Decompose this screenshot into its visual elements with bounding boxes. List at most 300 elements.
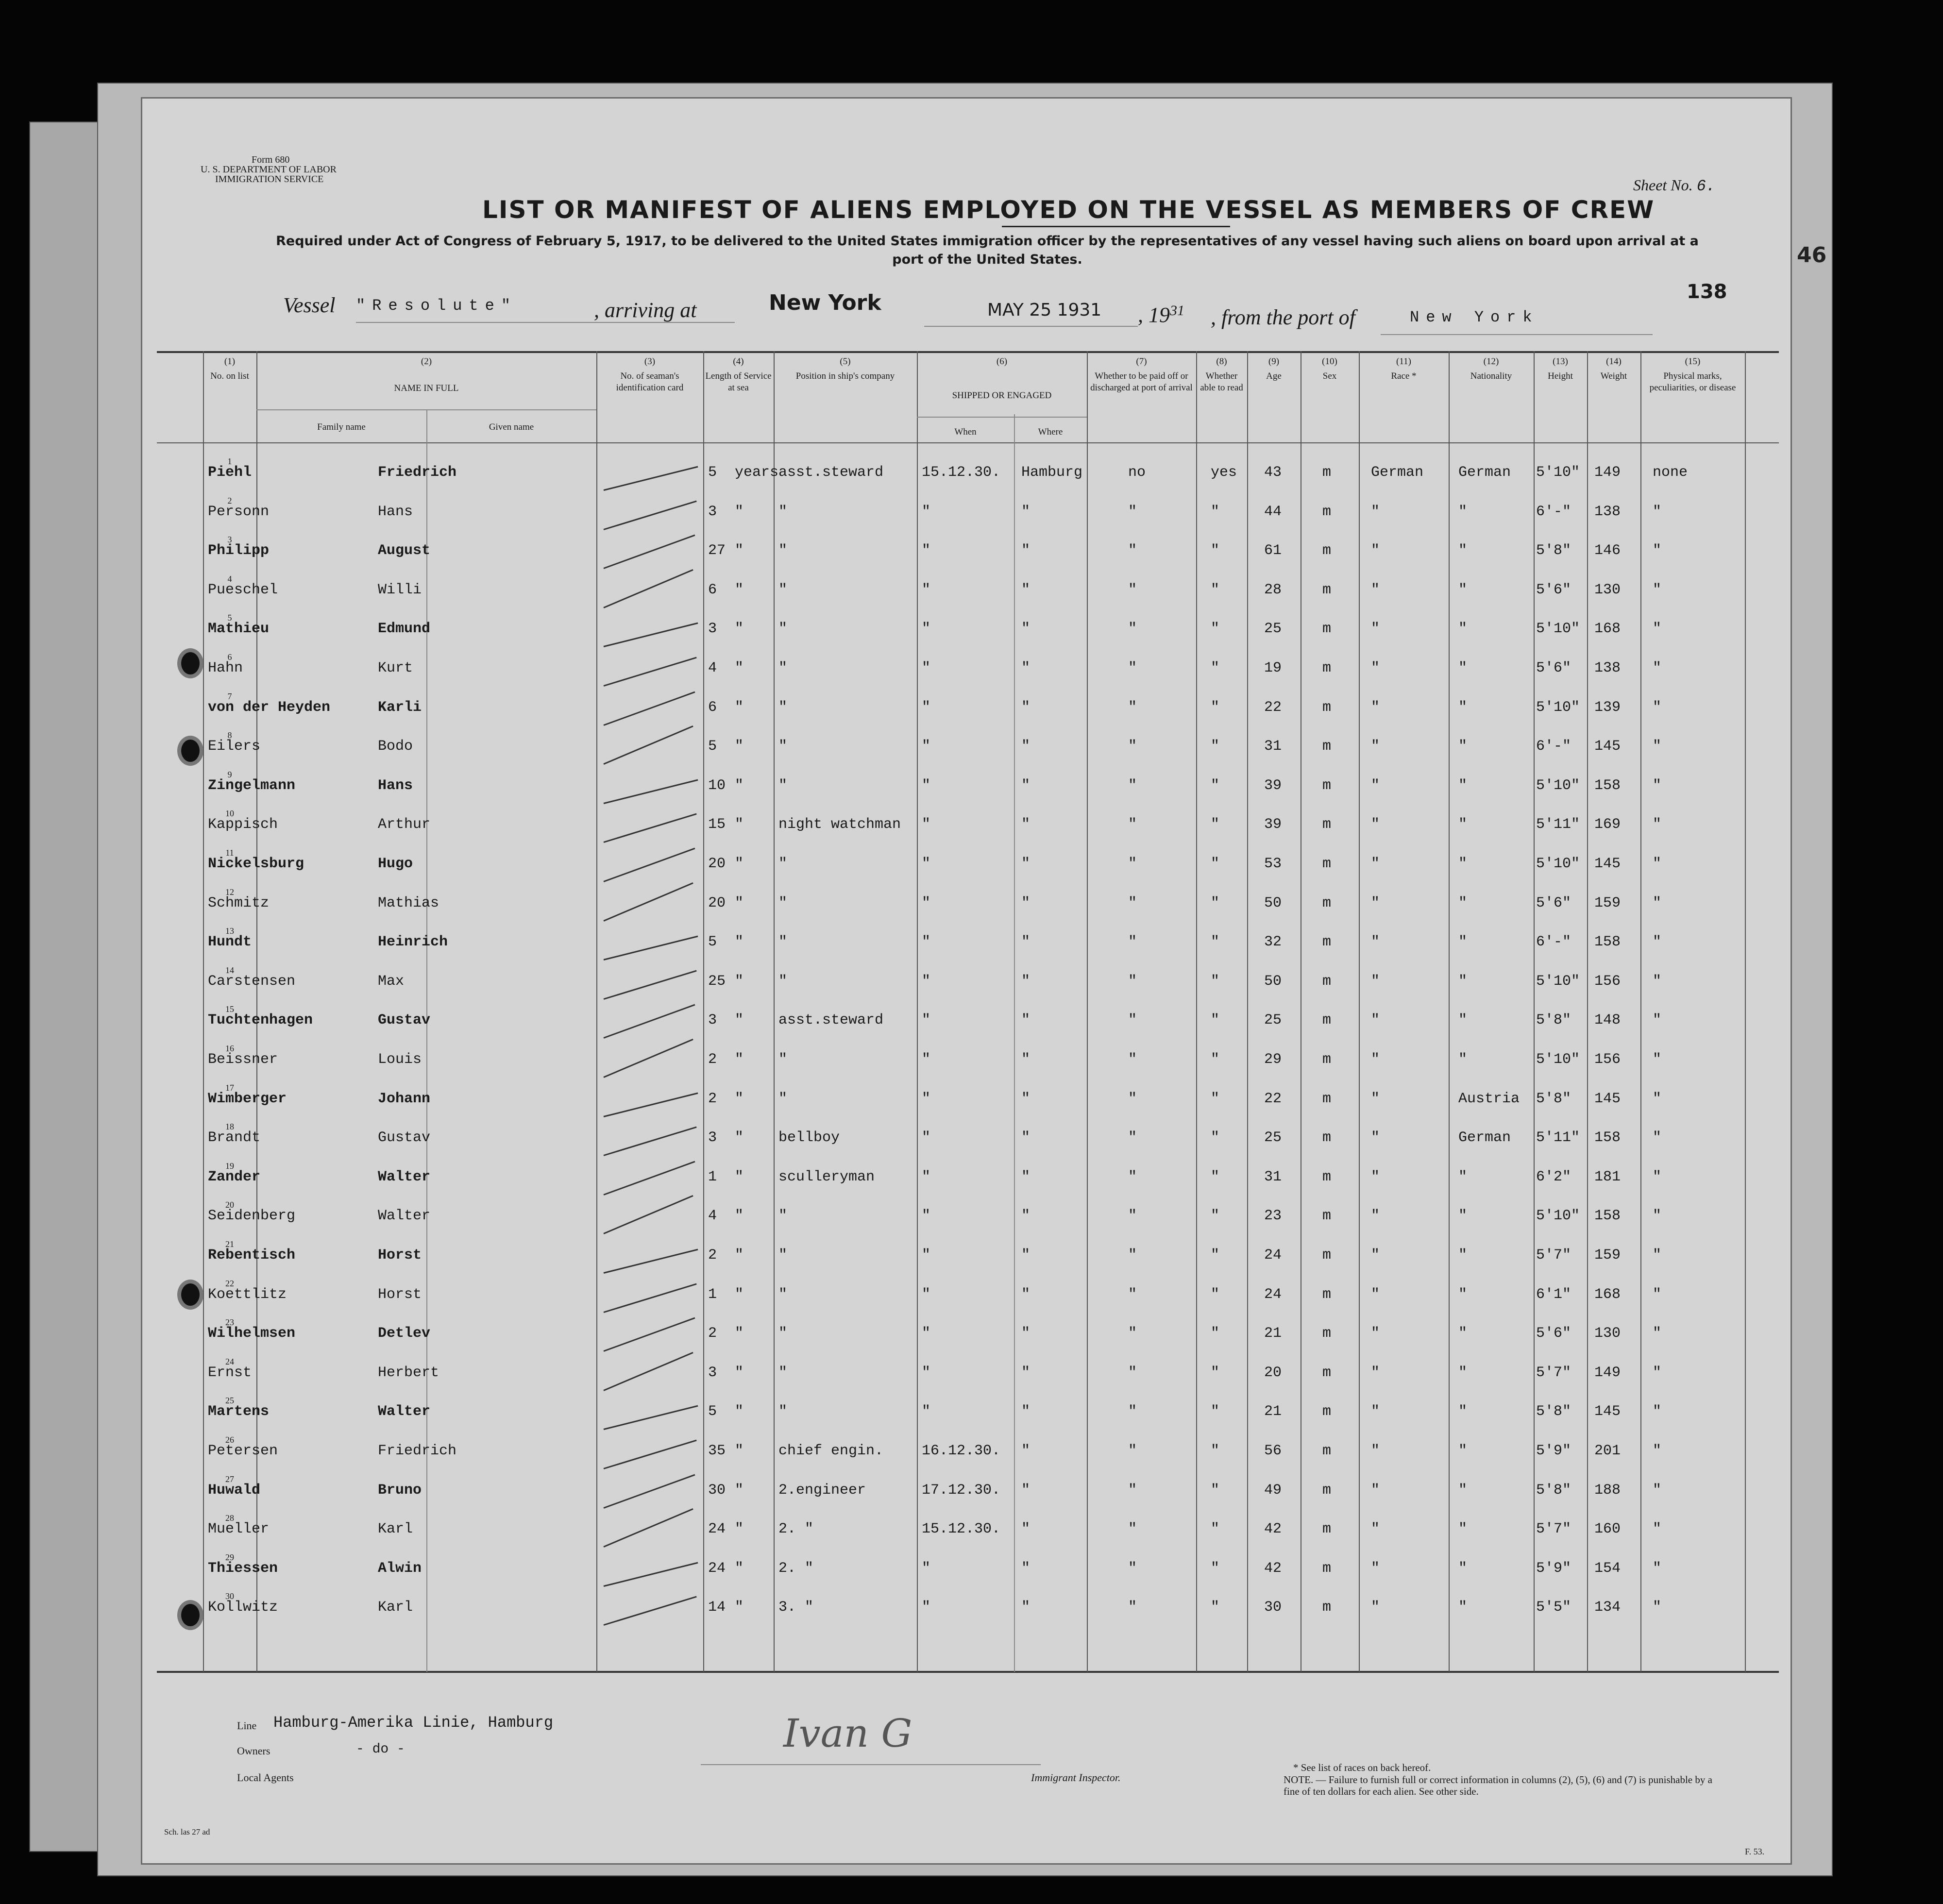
paid-off: "	[1128, 1168, 1137, 1185]
id-card-tick-mark	[603, 691, 695, 725]
weight: 138	[1594, 660, 1621, 676]
paid-off: "	[1128, 581, 1137, 598]
sex: m	[1322, 1403, 1332, 1420]
row-number: 29	[225, 1552, 234, 1562]
height: 5'10"	[1536, 464, 1580, 481]
physical-marks: "	[1653, 581, 1662, 598]
paid-off: no	[1128, 464, 1146, 481]
weight: 156	[1594, 1051, 1621, 1068]
col-header-c1: No. on list	[210, 371, 249, 381]
table-top-border	[157, 351, 1779, 353]
position: "	[778, 621, 788, 638]
row-number: 12	[225, 887, 234, 897]
position: asst.steward	[778, 1012, 884, 1029]
service-years: 5	[708, 934, 717, 951]
service-unit: "	[735, 1051, 744, 1068]
family-name: Hundt	[208, 934, 252, 951]
height: 5'10"	[1536, 1051, 1580, 1068]
age: 61	[1264, 542, 1282, 559]
position: "	[778, 1403, 788, 1420]
arriving-port: New York	[769, 290, 881, 315]
shipped-when: "	[922, 1168, 931, 1185]
able-to-read: "	[1211, 1443, 1220, 1459]
family-name: Brandt	[208, 1129, 261, 1146]
age: 24	[1264, 1286, 1282, 1303]
family-name: Wilhelmsen	[208, 1325, 296, 1342]
row-number: 28	[225, 1513, 234, 1523]
race: "	[1371, 1599, 1380, 1616]
given-name: Alwin	[378, 1560, 422, 1577]
weight: 138	[1594, 503, 1621, 520]
shipped-when: "	[922, 816, 931, 833]
col-header-c10: Sex	[1322, 371, 1337, 381]
nationality: "	[1458, 1482, 1468, 1499]
age: 20	[1264, 1364, 1282, 1381]
nationality: "	[1458, 934, 1468, 951]
service-years: 1	[708, 1168, 717, 1185]
position: night watchman	[778, 816, 901, 833]
position: "	[778, 1286, 788, 1303]
service-unit: "	[735, 1208, 744, 1225]
shipped-where: "	[1021, 777, 1031, 794]
physical-marks: "	[1653, 1325, 1662, 1342]
service-unit: "	[735, 1599, 744, 1616]
nationality: "	[1458, 1012, 1468, 1029]
id-card-tick-mark	[603, 535, 695, 569]
service-unit: "	[735, 894, 744, 911]
weight: 158	[1594, 777, 1621, 794]
paid-off: "	[1128, 621, 1137, 638]
punch-hole	[181, 1283, 200, 1306]
race: "	[1371, 1129, 1380, 1146]
shipped-when: 16.12.30.	[922, 1443, 1001, 1459]
age: 39	[1264, 777, 1282, 794]
race: "	[1371, 503, 1380, 520]
shipped-when: "	[922, 1051, 931, 1068]
shipped-where: "	[1021, 856, 1031, 872]
nationality: German	[1458, 464, 1511, 481]
column-divider	[1087, 351, 1088, 1672]
family-name: Eilers	[208, 738, 261, 755]
nationality: "	[1458, 1168, 1468, 1185]
column-divider	[1640, 351, 1641, 1672]
nationality: "	[1458, 1325, 1468, 1342]
year-field: , $19^{31}$	[1138, 303, 1184, 327]
sex: m	[1322, 1090, 1332, 1107]
family-name: Nickelsburg	[208, 856, 304, 872]
position: 2.engineer	[778, 1482, 866, 1499]
position: "	[778, 1090, 788, 1107]
age: 31	[1264, 738, 1282, 755]
able-to-read: "	[1211, 1599, 1220, 1616]
given-name: Horst	[378, 1247, 422, 1264]
family-name: Piehl	[208, 464, 252, 481]
row-number: 18	[225, 1122, 234, 1132]
given-name: Friedrich	[378, 1443, 457, 1459]
id-card-tick-mark	[603, 1352, 693, 1391]
owners-value: - do -	[356, 1742, 405, 1757]
height: 5'10"	[1536, 973, 1580, 990]
paid-off: "	[1128, 660, 1137, 676]
service-years: 3	[708, 503, 717, 520]
age: 21	[1264, 1403, 1282, 1420]
race: "	[1371, 738, 1380, 755]
able-to-read: "	[1211, 581, 1220, 598]
able-to-read: "	[1211, 973, 1220, 990]
race: "	[1371, 973, 1380, 990]
id-card-tick-mark	[604, 1405, 698, 1430]
height: 5'9"	[1536, 1443, 1571, 1459]
able-to-read: "	[1211, 503, 1220, 520]
shipped-when: "	[922, 738, 931, 755]
vessel-label: Vessel	[283, 293, 336, 317]
paid-off: "	[1128, 894, 1137, 911]
service-years: 6	[708, 699, 717, 716]
weight: 130	[1594, 1325, 1621, 1342]
height: 5'10"	[1536, 699, 1580, 716]
id-card-tick-mark	[603, 725, 693, 765]
family-name: Mathieu	[208, 621, 270, 638]
nationality: Austria	[1458, 1090, 1520, 1107]
height: 6'2"	[1536, 1168, 1571, 1185]
year-value: 31	[1170, 303, 1184, 319]
height: 5'8"	[1536, 1403, 1571, 1420]
row-number: 24	[225, 1356, 234, 1366]
paid-off: "	[1128, 1286, 1137, 1303]
nationality: "	[1458, 1599, 1468, 1616]
service-unit: "	[735, 973, 744, 990]
shipped-when: "	[922, 1286, 931, 1303]
shipped-where: "	[1021, 1599, 1031, 1616]
id-card-tick-mark	[604, 779, 698, 804]
able-to-read: "	[1211, 1286, 1220, 1303]
race: "	[1371, 699, 1380, 716]
weight: 159	[1594, 894, 1621, 911]
physical-marks: "	[1653, 738, 1662, 755]
row-number: 27	[225, 1474, 234, 1484]
paid-off: "	[1128, 816, 1137, 833]
sex: m	[1322, 464, 1332, 481]
given-name: Edmund	[378, 621, 431, 638]
service-years: 5	[708, 738, 717, 755]
physical-marks: "	[1653, 1521, 1662, 1538]
column-divider	[1534, 351, 1535, 1672]
shipped-where: "	[1021, 894, 1031, 911]
row-number: 16	[225, 1044, 234, 1053]
id-card-tick-mark	[603, 1195, 693, 1234]
shipped-where: "	[1021, 1482, 1031, 1499]
row-number: 6	[227, 652, 232, 662]
race: "	[1371, 894, 1380, 911]
weight: 160	[1594, 1521, 1621, 1538]
shipped-when: "	[922, 621, 931, 638]
nationality: "	[1458, 1560, 1468, 1577]
inspector-line	[701, 1764, 1041, 1765]
height: 5'7"	[1536, 1247, 1571, 1264]
able-to-read: yes	[1211, 464, 1237, 481]
id-card-tick-mark	[603, 848, 695, 882]
sex: m	[1322, 1129, 1332, 1146]
physical-marks: "	[1653, 503, 1662, 520]
service-years: 3	[708, 1012, 717, 1029]
age: 39	[1264, 816, 1282, 833]
physical-marks: "	[1653, 1599, 1662, 1616]
sex: m	[1322, 503, 1332, 520]
age: 56	[1264, 1443, 1282, 1459]
col-header-c6: SHIPPED OR ENGAGED	[952, 390, 1052, 401]
given-name: Kurt	[378, 660, 413, 676]
from-port-label: , from the port of	[1211, 305, 1355, 329]
height: 6'-"	[1536, 738, 1571, 755]
position: "	[778, 660, 788, 676]
service-unit: "	[735, 542, 744, 559]
shipped-where: "	[1021, 1364, 1031, 1381]
given-name: Heinrich	[378, 934, 448, 951]
race: "	[1371, 1168, 1380, 1185]
race: "	[1371, 934, 1380, 951]
age: 43	[1264, 464, 1282, 481]
age: 22	[1264, 1090, 1282, 1107]
nationality: "	[1458, 1364, 1468, 1381]
physical-marks: "	[1653, 1208, 1662, 1225]
race: "	[1371, 1286, 1380, 1303]
physical-marks: "	[1653, 777, 1662, 794]
able-to-read: "	[1211, 699, 1220, 716]
weight: 145	[1594, 1090, 1621, 1107]
height: 5'11"	[1536, 1129, 1580, 1146]
service-years: 2	[708, 1051, 717, 1068]
weight: 181	[1594, 1168, 1621, 1185]
header-bottom-border	[157, 442, 1779, 443]
given-name: Hans	[378, 503, 413, 520]
family-name: Kappisch	[208, 816, 278, 833]
id-card-tick-mark	[603, 1161, 695, 1195]
physical-marks: "	[1653, 1012, 1662, 1029]
sheet-label: Sheet No. 6.	[1633, 176, 1716, 195]
inspector-label: Immigrant Inspector.	[1031, 1771, 1121, 1784]
able-to-read: "	[1211, 1247, 1220, 1264]
shipped-when: "	[922, 1247, 931, 1264]
service-years: 5	[708, 464, 717, 481]
sex: m	[1322, 894, 1332, 911]
row-number: 26	[225, 1435, 234, 1445]
paid-off: "	[1128, 777, 1137, 794]
id-card-tick-mark	[603, 1039, 693, 1078]
sex: m	[1322, 777, 1332, 794]
age: 44	[1264, 503, 1282, 520]
vessel-name: "Resolute"	[356, 297, 518, 315]
col-num-c12: (12)	[1483, 356, 1499, 367]
id-card-tick-mark	[603, 1317, 695, 1352]
service-years: 1	[708, 1286, 717, 1303]
given-name: Gustav	[378, 1012, 431, 1029]
row-number: 11	[225, 848, 234, 858]
nationality: "	[1458, 1247, 1468, 1264]
height: 5'10"	[1536, 1208, 1580, 1225]
service-years: 2	[708, 1325, 717, 1342]
given-name: Walter	[378, 1403, 431, 1420]
able-to-read: "	[1211, 738, 1220, 755]
service-years: 6	[708, 581, 717, 598]
family-name: Pueschel	[208, 581, 278, 598]
col-header-c7: Whether to be paid off or discharged at port of arrival	[1090, 371, 1193, 393]
row-number: 5	[227, 613, 232, 623]
height: 5'8"	[1536, 1090, 1571, 1107]
weight: 158	[1594, 1208, 1621, 1225]
arriving-label: , arriving at	[594, 298, 697, 322]
sex: m	[1322, 816, 1332, 833]
age: 28	[1264, 581, 1282, 598]
service-unit: "	[735, 660, 744, 676]
col-header-c11: Race *	[1391, 371, 1417, 381]
col-num-c6: (6)	[996, 356, 1008, 367]
physical-marks: "	[1653, 1090, 1662, 1107]
race: "	[1371, 1521, 1380, 1538]
id-card-tick-mark	[604, 1283, 697, 1313]
weight: 188	[1594, 1482, 1621, 1499]
physical-marks: "	[1653, 1364, 1662, 1381]
row-number: 22	[225, 1278, 234, 1288]
position: "	[778, 542, 788, 559]
service-years: 20	[708, 894, 726, 911]
id-card-tick-mark	[604, 936, 698, 960]
col-num-c8: (8)	[1216, 356, 1227, 367]
physical-marks: "	[1653, 1443, 1662, 1459]
service-years: 24	[708, 1560, 726, 1577]
subcolumn-divider	[426, 409, 427, 1672]
race: "	[1371, 1560, 1380, 1577]
nationality: "	[1458, 660, 1468, 676]
id-card-tick-mark	[604, 1440, 697, 1469]
form-number: Form 680	[252, 154, 290, 165]
given-name: August	[378, 542, 431, 559]
physical-marks: none	[1653, 464, 1688, 481]
department: U. S. DEPARTMENT OF LABOR	[201, 164, 337, 175]
position: "	[778, 1051, 788, 1068]
service-unit: "	[735, 1247, 744, 1264]
sheet-number: 6.	[1696, 177, 1716, 195]
weight: 154	[1594, 1560, 1621, 1577]
column-divider	[703, 351, 704, 1672]
sex: m	[1322, 660, 1332, 676]
sex: m	[1322, 1051, 1332, 1068]
voyage-underline	[356, 322, 735, 323]
id-card-tick-mark	[604, 970, 697, 999]
from-port: New York	[1410, 308, 1539, 326]
given-name: Herbert	[378, 1364, 439, 1381]
shipped-when: "	[922, 542, 931, 559]
given-name: Johann	[378, 1090, 431, 1107]
col-num-c2: (2)	[421, 356, 432, 367]
able-to-read: "	[1211, 542, 1220, 559]
row-number: 8	[227, 730, 232, 741]
age: 32	[1264, 934, 1282, 951]
service-years: 3	[708, 1364, 717, 1381]
weight: 148	[1594, 1012, 1621, 1029]
height: 5'7"	[1536, 1364, 1571, 1381]
weight: 168	[1594, 621, 1621, 638]
position: chief engin.	[778, 1443, 884, 1459]
service-unit: "	[735, 1325, 744, 1342]
col-num-c9: (9)	[1268, 356, 1280, 367]
col-header-c5: Position in ship's company	[795, 371, 895, 381]
able-to-read: "	[1211, 1168, 1220, 1185]
shipped-when: "	[922, 699, 931, 716]
paid-off: "	[1128, 1012, 1137, 1029]
row-number: 4	[227, 573, 232, 584]
shipped-where: "	[1021, 1208, 1031, 1225]
service-years: 20	[708, 856, 726, 872]
physical-marks: "	[1653, 1168, 1662, 1185]
able-to-read: "	[1211, 1560, 1220, 1577]
position: "	[778, 934, 788, 951]
race: "	[1371, 660, 1380, 676]
sex: m	[1322, 1443, 1332, 1459]
paid-off: "	[1128, 1599, 1137, 1616]
physical-marks: "	[1653, 1247, 1662, 1264]
row-number: 23	[225, 1317, 234, 1328]
able-to-read: "	[1211, 1012, 1220, 1029]
family-name: Carstensen	[208, 973, 296, 990]
sex: m	[1322, 581, 1332, 598]
height: 5'6"	[1536, 1325, 1571, 1342]
paid-off: "	[1128, 934, 1137, 951]
shipped-where: "	[1021, 934, 1031, 951]
col-header-c12: Nationality	[1470, 371, 1512, 381]
service-years: 15	[708, 816, 726, 833]
id-card-tick-mark	[604, 1092, 698, 1117]
given-name: Walter	[378, 1208, 431, 1225]
stamp-number: 138	[1687, 281, 1727, 303]
margin-number: 46	[1797, 243, 1827, 268]
paid-off: "	[1128, 542, 1137, 559]
family-name: Zingelmann	[208, 777, 296, 794]
position: "	[778, 894, 788, 911]
row-number: 15	[225, 1004, 234, 1014]
col-num-c15: (15)	[1685, 356, 1701, 367]
shipped-where: "	[1021, 1325, 1031, 1342]
physical-marks: "	[1653, 660, 1662, 676]
shipped-when: "	[922, 1325, 931, 1342]
height: 6'-"	[1536, 934, 1571, 951]
height: 5'6"	[1536, 894, 1571, 911]
race: "	[1371, 1208, 1380, 1225]
service-unit: "	[735, 1012, 744, 1029]
able-to-read: "	[1211, 1482, 1220, 1499]
physical-marks: "	[1653, 542, 1662, 559]
local-agents-label: Local Agents	[237, 1771, 294, 1784]
shipped-when: "	[922, 660, 931, 676]
shipped-when: 17.12.30.	[922, 1482, 1001, 1499]
height: 5'7"	[1536, 1521, 1571, 1538]
service-years: 2	[708, 1247, 717, 1264]
col-header-c3: No. of seaman's identification card	[616, 371, 684, 393]
paid-off: "	[1128, 1443, 1137, 1459]
nationality: "	[1458, 1051, 1468, 1068]
service-unit: "	[735, 1482, 744, 1499]
able-to-read: "	[1211, 1364, 1220, 1381]
nationality: "	[1458, 699, 1468, 716]
line-value: Hamburg-Amerika Linie, Hamburg	[273, 1714, 554, 1732]
service-unit: "	[735, 1403, 744, 1420]
id-card-tick-mark	[604, 500, 697, 530]
service-unit: "	[735, 1129, 744, 1146]
column-divider	[1359, 351, 1360, 1672]
shipped-when: "	[922, 777, 931, 794]
fine-note: NOTE. — Failure to furnish full or correct information in columns (2), (5), (6) and (7) is punishable by a fine of ten dollars for each alien. See other side.	[1284, 1774, 1712, 1797]
position: "	[778, 1325, 788, 1342]
col-header-c15: Physical marks, peculiarities, or disease	[1649, 371, 1736, 393]
